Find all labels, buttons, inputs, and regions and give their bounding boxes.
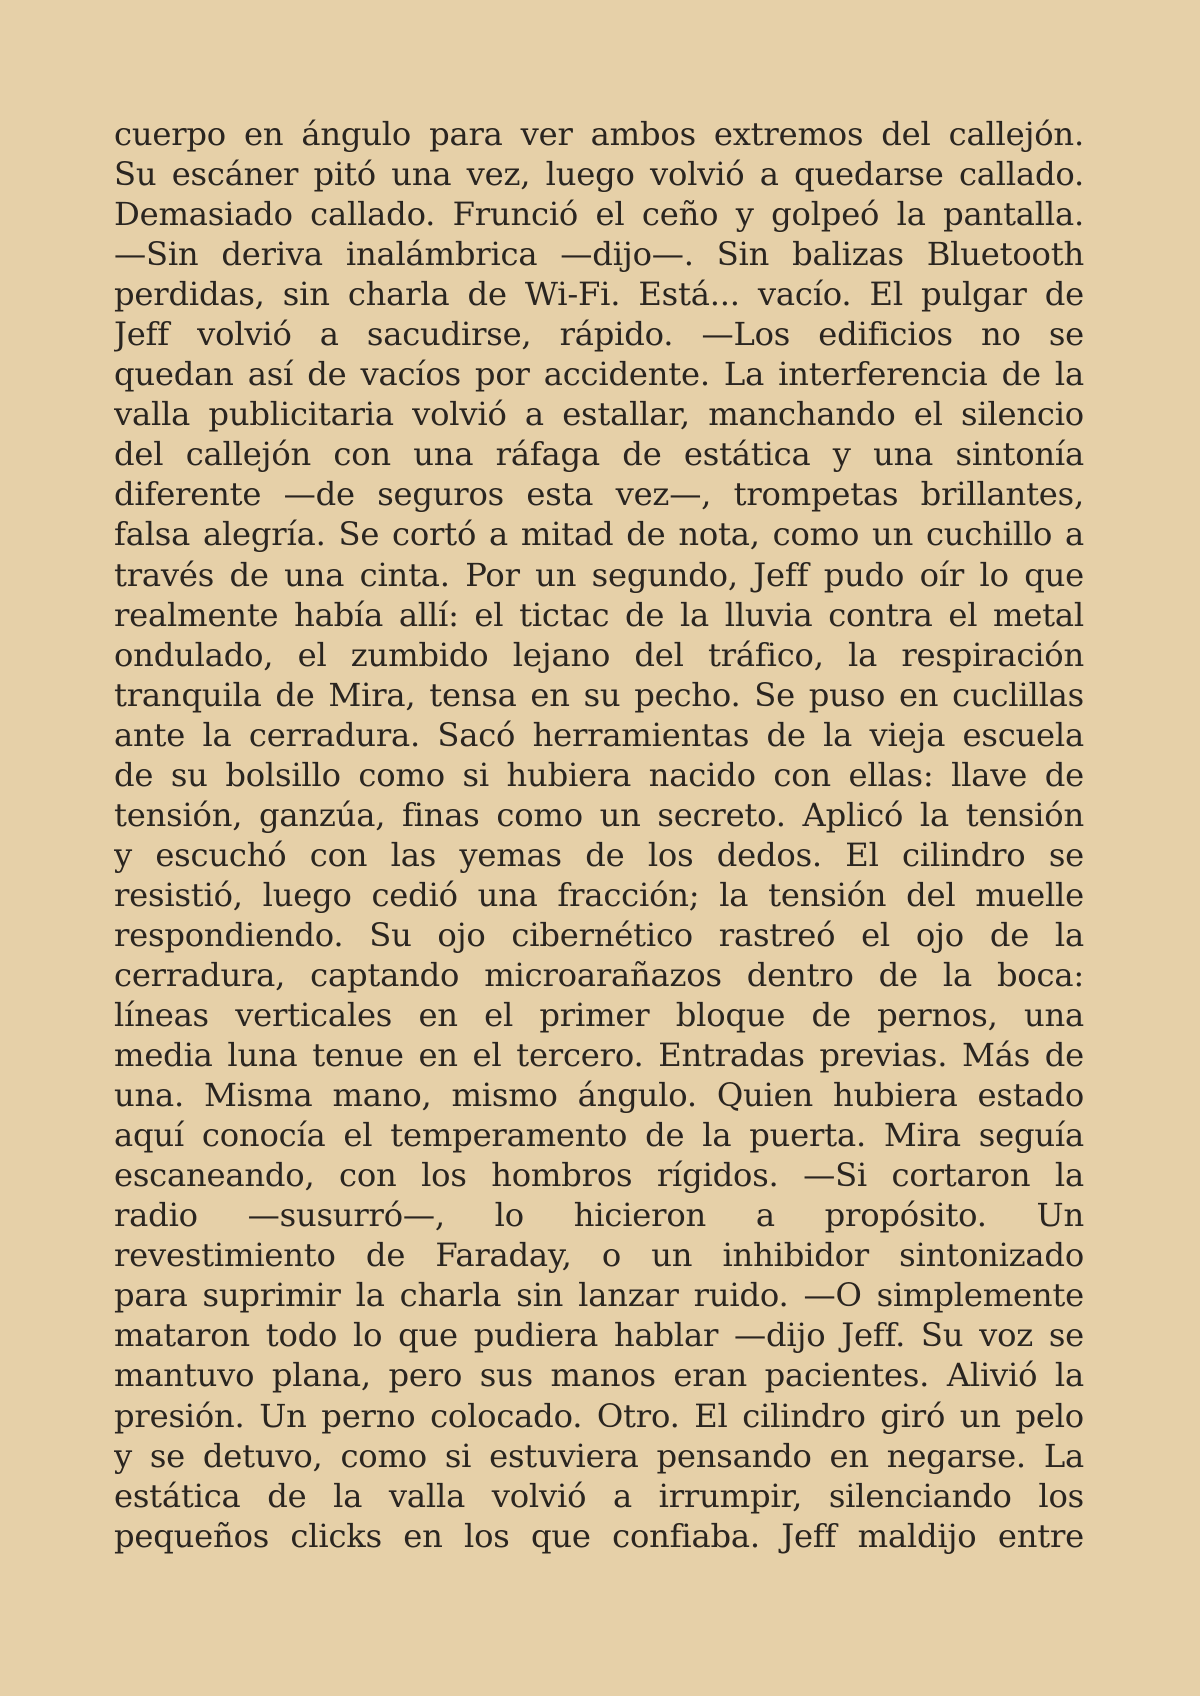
text-line: tensión, ganzúa, finas como un secreto. Aplicó la tensión bbox=[114, 795, 1084, 834]
text-line: una. Misma mano, mismo ángulo. Quien hubiera estado bbox=[114, 1076, 1084, 1115]
text-line: escaneando, con los hombros rígidos. —Si cortaron la bbox=[114, 1156, 1084, 1195]
text-line: —Sin deriva inalámbrica —dijo—. Sin balizas Bluetooth bbox=[114, 235, 1084, 274]
text-line: del callejón con una ráfaga de estática y una sintonía bbox=[114, 435, 1084, 474]
text-line: Jeff volvió a sacudirse, rápido. —Los edificios no se bbox=[114, 315, 1084, 354]
text-line: y escuchó con las yemas de los dedos. El cilindro se bbox=[114, 835, 1084, 874]
text-line: mantuvo plana, pero sus manos eran pacientes. Alivió la bbox=[114, 1356, 1084, 1395]
text-line: valla publicitaria volvió a estallar, manchando el silencio bbox=[114, 395, 1084, 434]
text-line: Demasiado callado. Frunció el ceño y golpeó la pantalla. bbox=[114, 195, 1084, 234]
text-line: de su bolsillo como si hubiera nacido con ellas: llave de bbox=[114, 755, 1084, 794]
text-line: mataron todo lo que pudiera hablar —dijo Jeff. Su voz se bbox=[114, 1316, 1084, 1355]
text-line: media luna tenue en el tercero. Entradas previas. Más de bbox=[114, 1036, 1084, 1075]
text-line: y se detuvo, como si estuviera pensando en negarse. La bbox=[114, 1436, 1084, 1475]
text-line: pequeños clicks en los que confiaba. Jeff maldijo entre bbox=[114, 1516, 1084, 1555]
text-line: cuerpo en ángulo para ver ambos extremos del callejón. bbox=[114, 115, 1084, 153]
body-text bbox=[114, 114, 1084, 1556]
text-line: ante la cerradura. Sacó herramientas de la vieja escuela bbox=[114, 715, 1084, 754]
text-line: realmente había allí: el tictac de la lluvia contra el metal bbox=[114, 595, 1084, 634]
text-line: diferente —de seguros esta vez—, trompetas brillantes, bbox=[114, 475, 1084, 514]
text-line: para suprimir la charla sin lanzar ruido. —O simplemente bbox=[114, 1276, 1084, 1315]
text-line: quedan así de vacíos por accidente. La interferencia de la bbox=[114, 355, 1084, 394]
text-line: radio —susurró—, lo hicieron a propósito. Un bbox=[114, 1196, 1084, 1235]
text-line: revestimiento de Faraday, o un inhibidor sintonizado bbox=[114, 1236, 1084, 1275]
text-line: presión. Un perno colocado. Otro. El cilindro giró un pelo bbox=[114, 1396, 1084, 1435]
text-line: respondiendo. Su ojo cibernético rastreó el ojo de la bbox=[114, 915, 1084, 954]
text-line: través de una cinta. Por un segundo, Jeff pudo oír lo que bbox=[114, 555, 1084, 594]
text-line: Su escáner pitó una vez, luego volvió a quedarse callado. bbox=[114, 155, 1084, 194]
text-line: ondulado, el zumbido lejano del tráfico, la respiración bbox=[114, 635, 1084, 674]
text-line: líneas verticales en el primer bloque de pernos, una bbox=[114, 996, 1084, 1035]
text-line: cerradura, captando microarañazos dentro de la boca: bbox=[114, 955, 1084, 994]
text-line: aquí conocía el temperamento de la puerta. Mira seguía bbox=[114, 1116, 1084, 1155]
text-line: resistió, luego cedió una fracción; la tensión del muelle bbox=[114, 875, 1084, 914]
text-line: estática de la valla volvió a irrumpir, silenciando los bbox=[114, 1476, 1084, 1515]
text-line: perdidas, sin charla de Wi-Fi. Está... vacío. El pulgar de bbox=[114, 275, 1084, 314]
text-line: tranquila de Mira, tensa en su pecho. Se puso en cuclillas bbox=[114, 675, 1084, 714]
text-line: falsa alegría. Se cortó a mitad de nota, como un cuchillo a bbox=[114, 515, 1084, 554]
